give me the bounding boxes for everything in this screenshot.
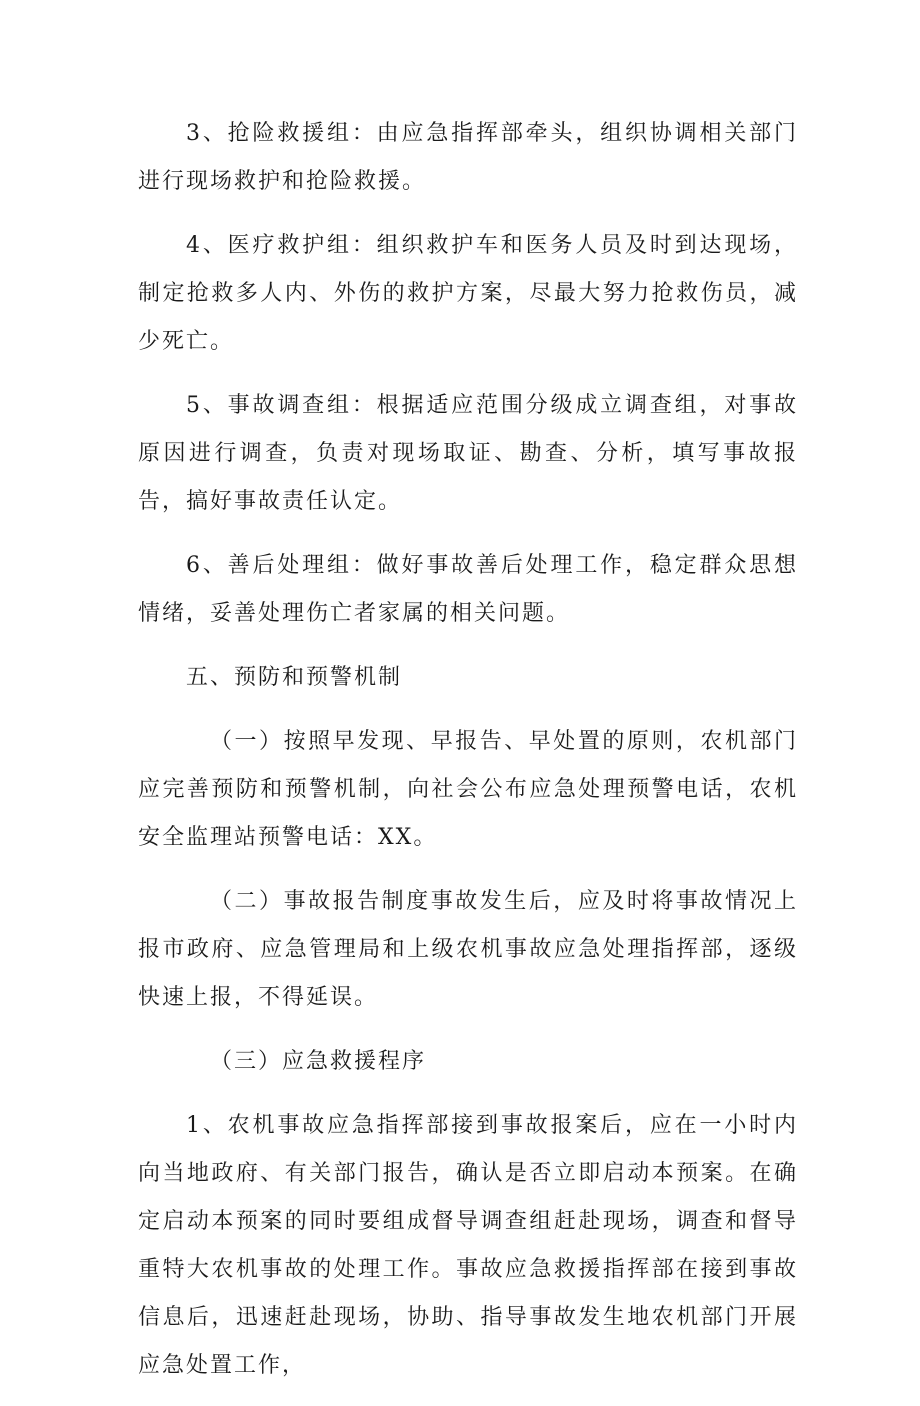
paragraph-aftermath-group: 6、善后处理组：做好事故善后处理工作，稳定群众思想情绪，妥善处理伤亡者家属的相关问题。	[138, 553, 798, 626]
paragraph-procedure-step-1: 1、农机事故应急指挥部接到事故报案后，应在一小时内向当地政府、有关部门报告，确认是否立即启动本预案。在确定启动本预案的同时要组成督导调查组赶赴现场，调查和督导重特大农机事故的处理工作。事故应急救援指挥部在接到事故信息后，迅速赶赴现场，协助、指导事故发生地农机部门开展应急处置工作，	[138, 1113, 798, 1378]
paragraph-reporting-system: （二）事故报告制度事故发生后，应及时将事故情况上报市政府、应急管理局和上级农机事故应急处理指挥部，逐级快速上报，不得延误。	[138, 889, 798, 1010]
paragraph-investigation-group: 5、事故调查组：根据适应范围分级成立调查组，对事故原因进行调查，负责对现场取证、勘查、分析，填写事故报告，搞好事故责任认定。	[138, 393, 798, 514]
paragraph-medical-group: 4、医疗救护组：组织救护车和医务人员及时到达现场，制定抢救多人内、外伤的救护方案，尽最大努力抢救伤员，减少死亡。	[138, 233, 798, 354]
section-heading-prevention: 五、预防和预警机制	[186, 665, 403, 690]
subsection-heading-rescue-procedure: （三）应急救援程序	[210, 1049, 427, 1074]
document-body	[138, 110, 798, 1406]
paragraph-prevention-mechanism: （一）按照早发现、早报告、早处置的原则，农机部门应完善预防和预警机制，向社会公布应急处理预警电话，农机安全监理站预警电话：XX。	[138, 729, 798, 850]
paragraph-rescue-group: 3、抢险救援组：由应急指挥部牵头，组织协调相关部门进行现场救护和抢险救援。	[138, 121, 798, 194]
